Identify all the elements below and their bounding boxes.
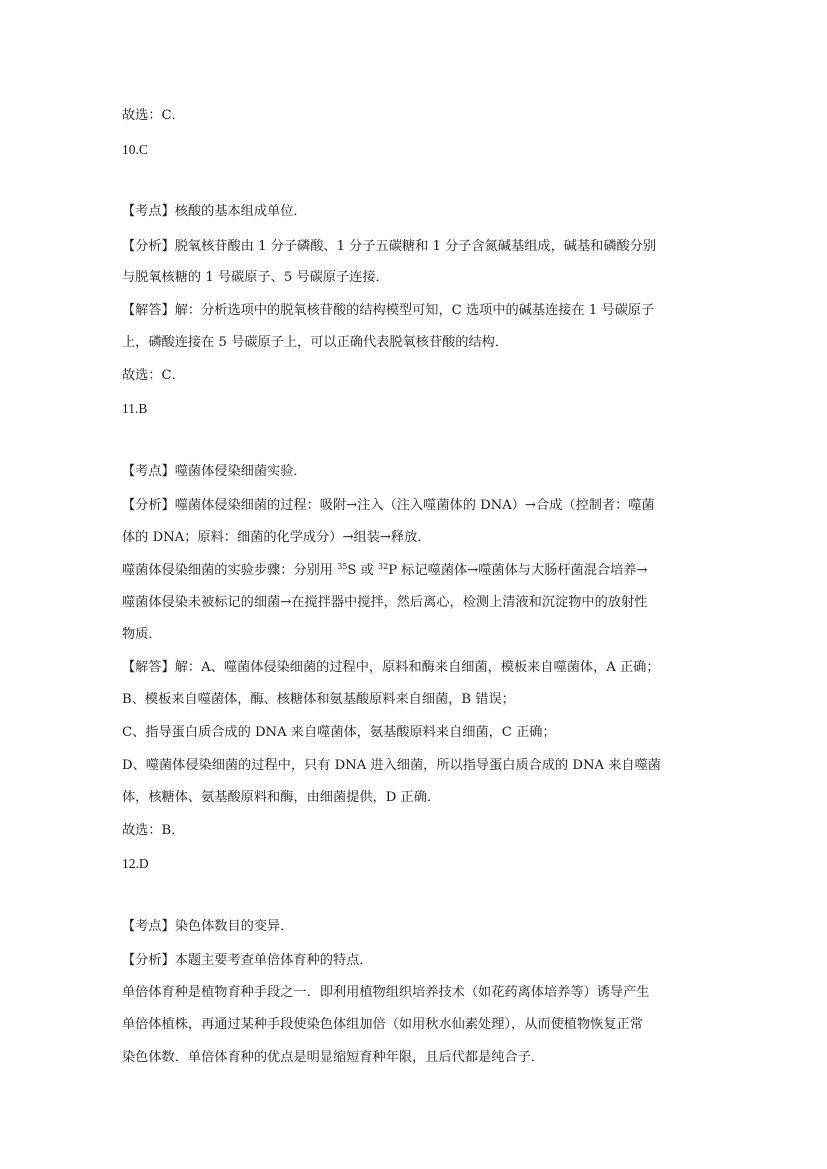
q11-steps-part-a: 噬菌体侵染细菌的实验步骤：分别用 [122,563,338,578]
q10-kaodian: 【考点】核酸的基本组成单位． [122,204,307,219]
q11-jieda-line-4: D、噬菌体侵染细菌的过程中，只有 DNA 进入细菌，所以指导蛋白质合成的 DNA 来自噬菌 [122,758,661,773]
q11-jieda-line-5: 体，核糖体、氨基酸原料和酶，由细菌提供，D 正确． [122,790,441,805]
q11-steps-part-c: P 标记噬菌体→噬菌体与大肠杆菌混合培养→ [388,563,648,578]
phosphorus-isotope-mass: 32 [378,562,389,571]
q11-fenxi-line-1: 【分析】噬菌体侵染细菌的过程：吸附→注入（注入噬菌体的 DNA）→合成（控制者：噬菌 [122,498,655,513]
q11-conclusion: 故选：B． [122,823,185,838]
q11-jieda-line-3: C、指导蛋白质合成的 DNA 来自噬菌体，氨基酸原料来自细菌，C 正确； [122,725,556,740]
q12-number: 12.D [122,856,149,871]
q10-fenxi-line-2: 与脱氧核糖的 1 号碳原子、5 号碳原子连接． [122,270,389,285]
q11-steps-line-3: 物质． [122,627,162,642]
q12-fenxi: 【分析】本题主要考查单倍体育种的特点． [122,953,373,968]
q12-body-line-1: 单倍体育种是植物育种手段之一．即利用植物组织培养技术（如花药离体培养等）诱导产生 [122,985,650,1000]
q11-kaodian: 【考点】噬菌体侵染细菌实验． [122,464,307,479]
q11-jieda-line-1: 【解答】解：A、噬菌体侵染细菌的过程中，原料和酶来自细菌，模板来自噬菌体，A 正确； [122,660,660,675]
q11-steps-part-b: S 或 [347,563,378,578]
q9-conclusion: 故选：C． [122,108,185,123]
q12-body-line-2: 单倍体植株，再通过某种手段使染色体组加倍（如用秋水仙素处理），从而使植物恢复正常 [122,1017,643,1032]
q10-jieda-line-2: 上，磷酸连接在 5 号碳原子上，可以正确代表脱氧核苷酸的结构． [122,335,509,350]
q11-jieda-line-2: B、模板来自噬菌体，酶、核糖体和氨基酸原料来自细菌，B 错误； [122,692,515,707]
q10-number: 10.C [122,142,148,157]
q11-number: 11.B [122,401,148,416]
q12-kaodian: 【考点】染色体数目的变异． [122,919,294,934]
q10-jieda-line-1: 【解答】解：分析选项中的脱氧核苷酸的结构模型可知，C 选项中的碱基连接在 1 号碳原子 [122,303,655,318]
q12-body-line-3: 染色体数．单倍体育种的优点是明显缩短育种年限，且后代都是纯合子． [122,1050,544,1065]
sulfur-isotope-mass: 35 [337,562,348,571]
q10-fenxi-line-1: 【分析】脱氧核苷酸由 1 分子磷酸、1 分子五碳糖和 1 分子含氮碱基组成，碱基和磷酸分别 [122,239,657,254]
q10-conclusion: 故选：C． [122,368,185,383]
q11-fenxi-line-2: 体的 DNA；原料：细菌的化学成分）→组装→释放． [122,530,431,545]
q11-steps-line-1 [122,561,709,581]
q11-steps-line-2: 噬菌体侵染未被标记的细菌→在搅拌器中搅拌，然后离心，检测上清液和沉淀物中的放射性 [122,595,648,610]
